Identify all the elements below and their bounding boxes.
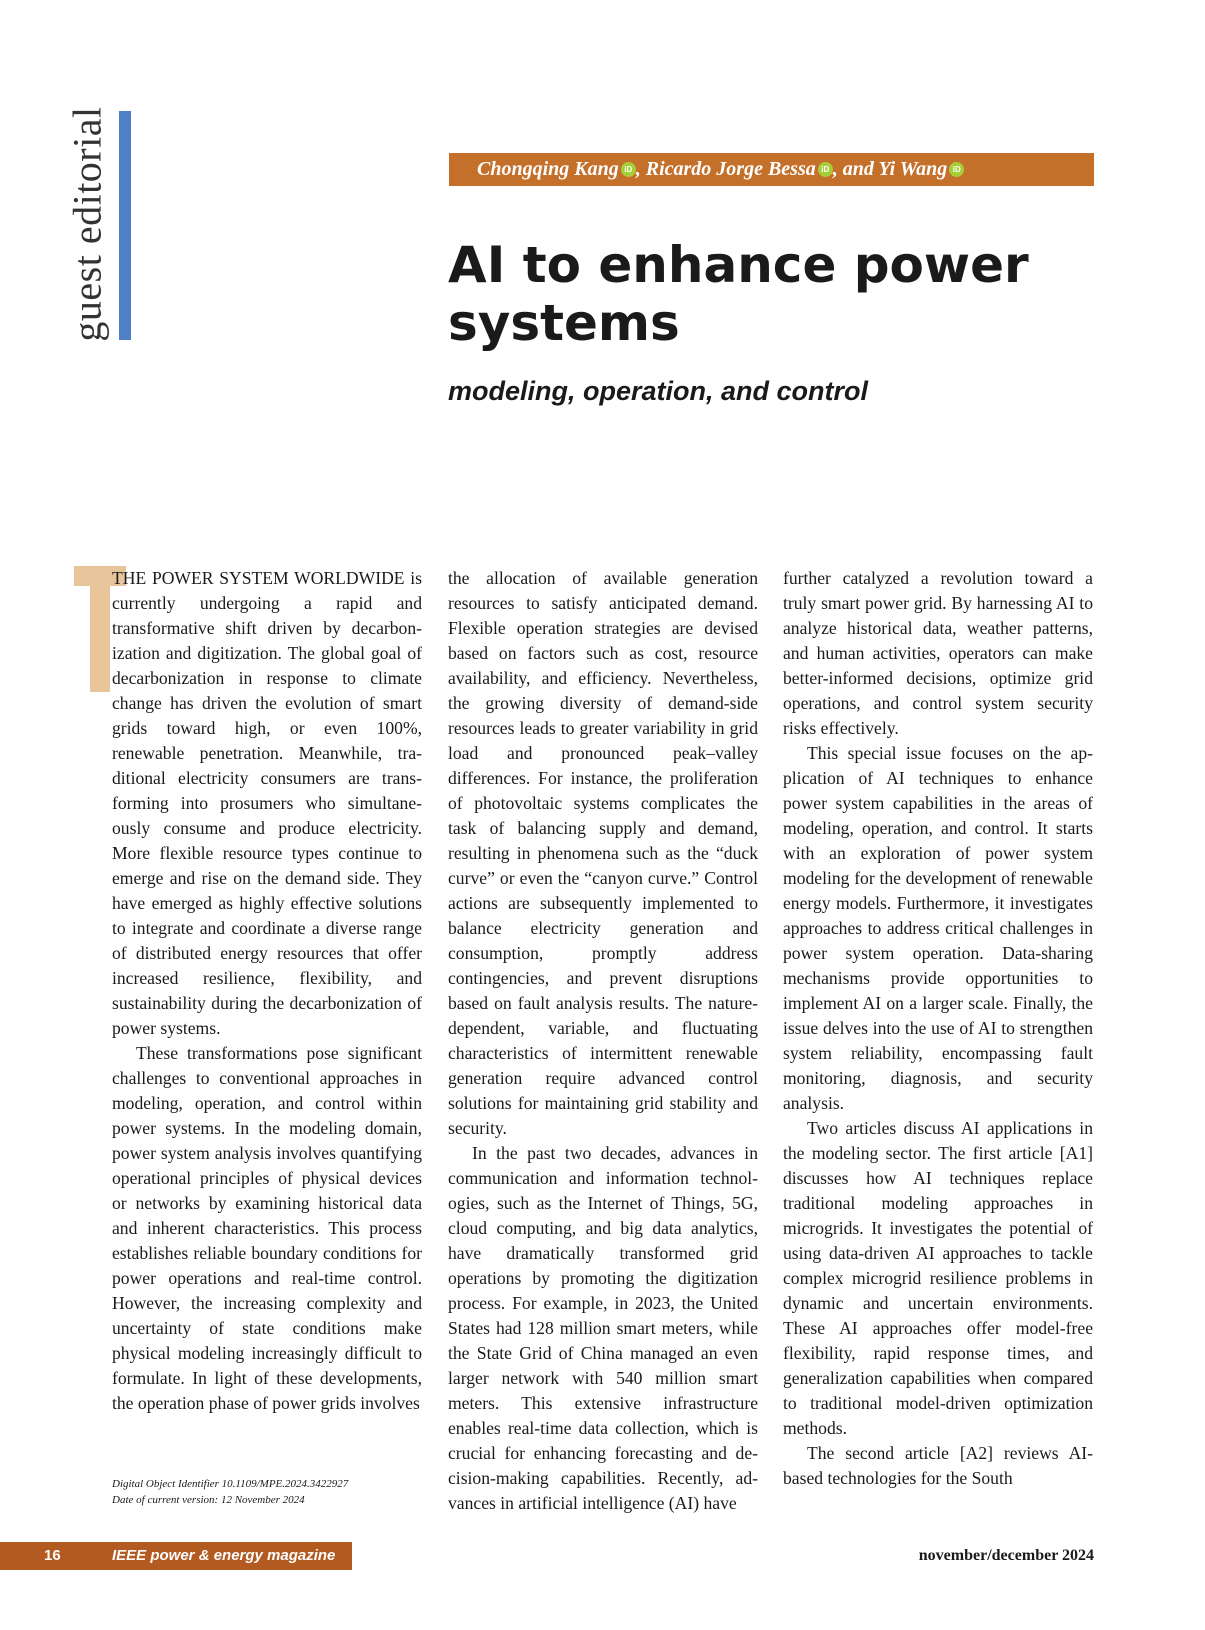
article-title: AI to enhance power systems [448,236,1029,352]
orcid-icon[interactable]: iD [949,162,964,177]
page-number: 16 [44,1547,61,1564]
issue-date: november/december 2024 [918,1547,1094,1564]
body-column-2 [448,566,758,1516]
body-paragraph: The second article [A2] reviews AI-based technologies for the South [783,1443,1093,1488]
article-subtitle: modeling, operation, and control [448,376,869,406]
section-label [62,108,112,340]
body-paragraph: the allocation of available generation resources to satisfy anticipated demand. Flexible operation strategies are devised based on factors such as cost, resource availability, and efficiency. Nevertheless, the growing diversity of demand-side resources leads to greater variability in grid load and pronounced peak–valley differences. For instance, the proliferation of photovoltaic systems complicates the task of balancing supply and demand, resulting in phenomena such as the “duck curve” or even the “canyon curve.” Control actions are subsequently implemented to balance electricity generation and consumption, promptly address contingencies, and prevent disruptions based on fault analysis results. The nature-dependent, variable, and fluctuating characteristics of intermittent renewable generation require advanced control solutions for maintaining grid stability and security. [448,568,758,1138]
doi-line: Digital Object Identifier 10.1109/MPE.2024.3422927 [112,1478,349,1490]
author-name: Chongqing Kang [477,158,619,180]
section-label-text: guest editorial [64,106,110,342]
paragraph-text: is currently undergoing a rapid and transformative shift driven by decarbonization and digitization. The global goal of decarbonization in response to climate change has driven the evolution of smart grids toward high, or even 100%, renewable penetration. Meanwhile, traditional electricity consumers are transforming into prosumers who simultaneously consume and produce electricity. More flexible resource types continue to emerge and rise on the demand side. They have emerged as highly effective solutions to integrate and coordinate a diverse range of distributed energy resources that offer increased resilience, flexibility, and sustainability during the decarbonization of power systems. [112,568,422,1038]
body-paragraph: In the past two decades, advances in communication and information technologies, such as the Internet of Things, 5G, cloud computing, and big data analytics, have dramatically transformed grid operations by promoting the digitization process. For example, in 2023, the United States had 128 million smart meters, while the State Grid of China managed an even larger network with 540 million smart meters. This extensive infrastructure enables real-time data collection, which is crucial for enhancing forecasting and decision-making capabilities. Recently, advances in artificial intelligence (AI) have [448,1143,758,1513]
section-accent-bar [119,111,131,340]
lead-in-text: THE POWER SYSTEM WORLDWIDE [112,568,405,588]
body-paragraph: These transformations pose significant challenges to conventional approaches in modeling, operation, and control within power systems. In the modeling domain, power system analysis involves quantifying operational principles of physical devices or networks by examining historical data and inherent characteristics. This process establishes reliable boundary conditions for power operations and real-time control. However, the increasing complexity and uncertainty of state conditions make physical modeling increasingly difficult to formulate. In light of these developments, the operation phase of power grids involves [112,1043,422,1413]
footer-bar [0,1542,352,1570]
body-paragraph [112,566,422,1041]
author-bar [449,153,1094,186]
body-column-3 [783,566,1093,1491]
orcid-icon[interactable]: iD [818,162,833,177]
magazine-name: IEEE power & energy magazine [112,1547,336,1564]
body-paragraph: Two articles discuss AI applications in the modeling sector. The first article [A1] discusses how AI techniques replace traditional modeling approaches in microgrids. It investigates the potential of using data-driven AI approaches to tackle complex microgrid resilience problems in dynamic and uncertain environments. These AI approaches offer model-free flexibility, rapid response times, and generalization capabilities when compared to traditional model-driven optimization methods. [783,1118,1093,1438]
orcid-icon[interactable]: iD [621,162,636,177]
date-line: Date of current version: 12 November 2024 [112,1494,305,1506]
author-name: and Yi Wang [842,158,948,180]
doi-note [112,1476,432,1508]
body-column-1 [112,566,422,1416]
author-separator: , [635,158,646,180]
body-paragraph: This special issue focuses on the application of AI techniques to enhance power system capabilities in the areas of modeling, operation, and control. It starts with an exploration of power system modeling for the development of renewable energy models. Furthermore, it investigates approaches to address critical challenges in power system operation. Data-sharing mechanisms provide opportunities to implement AI on a larger scale. Finally, the issue delves into the use of AI to strengthen system reliability, encompassing fault monitoring, diagnosis, and security analysis. [783,743,1093,1113]
author-name: Ricardo Jorge Bessa [645,158,816,180]
body-paragraph: further catalyzed a revolution toward a truly smart power grid. By harnessing AI to analyze historical data, weather patterns, and human activities, operators can make better-informed decisions, optimize grid operations, and control system security risks effectively. [783,568,1093,738]
author-separator: , [832,158,843,180]
